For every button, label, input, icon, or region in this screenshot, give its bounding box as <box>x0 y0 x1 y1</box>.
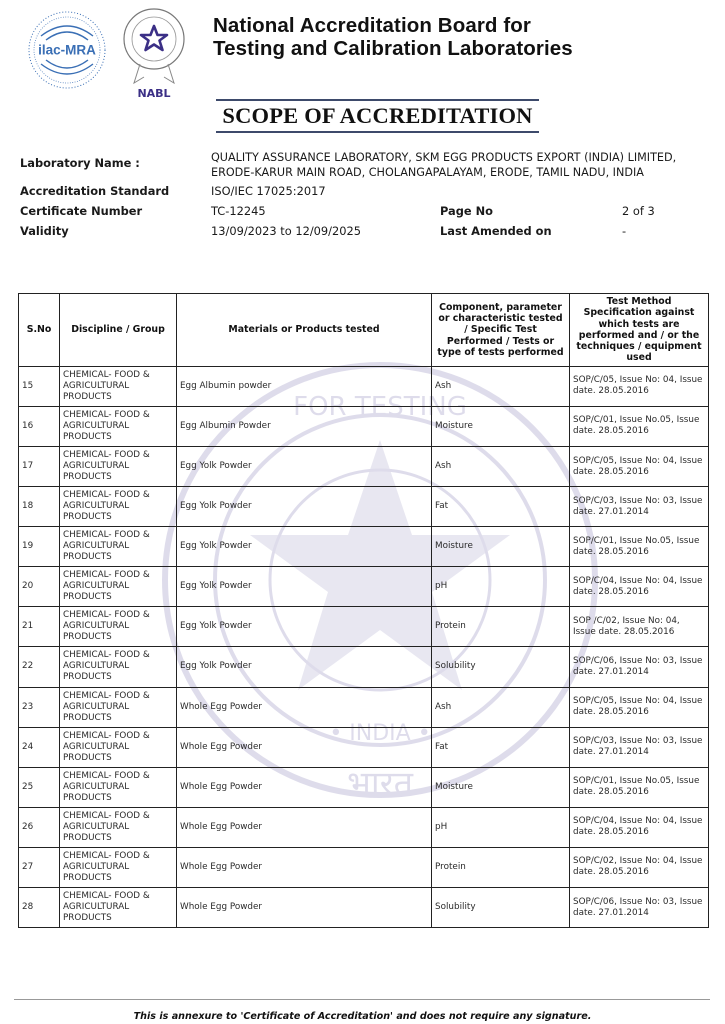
header-test-method: Test Method Specification against which tests are performed and / or the techniques / equipment used <box>570 294 709 367</box>
certificate-number-value: TC-12245 <box>211 204 266 218</box>
table-row <box>19 607 709 647</box>
cell-material: Whole Egg Powder <box>177 807 432 847</box>
laboratory-name-label: Laboratory Name : <box>20 156 140 170</box>
scope-table <box>18 293 709 928</box>
cell-discipline: CHEMICAL- FOOD & AGRICULTURAL PRODUCTS <box>60 647 177 687</box>
cell-sno: 26 <box>19 807 60 847</box>
cell-discipline: CHEMICAL- FOOD & AGRICULTURAL PRODUCTS <box>60 487 177 527</box>
cell-sno: 15 <box>19 366 60 406</box>
scope-heading <box>216 99 539 133</box>
cell-method: SOP/C/06, Issue No: 03, Issue date. 27.01.2014 <box>570 647 709 687</box>
cell-test: Fat <box>432 727 570 767</box>
cell-material: Egg Yolk Powder <box>177 446 432 486</box>
cell-discipline: CHEMICAL- FOOD & AGRICULTURAL PRODUCTS <box>60 888 177 928</box>
laboratory-name-line-1: QUALITY ASSURANCE LABORATORY, SKM EGG PRODUCTS EXPORT (INDIA) LIMITED, <box>211 151 677 164</box>
ilac-mra-emblem-icon <box>27 10 107 90</box>
cell-method: SOP/C/02, Issue No: 04, Issue date. 28.05.2016 <box>570 847 709 887</box>
cell-method: SOP/C/01, Issue No.05, Issue date. 28.05.2016 <box>570 767 709 807</box>
org-title-line-1: National Accreditation Board for <box>213 14 531 37</box>
cell-test: Protein <box>432 607 570 647</box>
cell-method: SOP/C/05, Issue No: 04, Issue date. 28.05.2016 <box>570 366 709 406</box>
cell-test: Moisture <box>432 767 570 807</box>
cell-method: SOP /C/02, Issue No: 04, Issue date. 28.05.2016 <box>570 607 709 647</box>
table-row <box>19 406 709 446</box>
cell-test: Solubility <box>432 647 570 687</box>
footer-divider <box>14 999 710 1000</box>
validity-value: 13/09/2023 to 12/09/2025 <box>211 224 361 238</box>
header-sno: S.No <box>19 294 60 367</box>
cell-discipline: CHEMICAL- FOOD & AGRICULTURAL PRODUCTS <box>60 767 177 807</box>
svg-text:ilac-MRA: ilac-MRA <box>38 42 96 58</box>
organization-title <box>213 14 573 60</box>
cell-test: Protein <box>432 847 570 887</box>
cell-discipline: CHEMICAL- FOOD & AGRICULTURAL PRODUCTS <box>60 687 177 727</box>
cell-test: Moisture <box>432 406 570 446</box>
cell-sno: 18 <box>19 487 60 527</box>
cell-sno: 16 <box>19 406 60 446</box>
table-row <box>19 727 709 767</box>
accreditation-standard-value: ISO/IEC 17025:2017 <box>211 184 326 198</box>
cell-method: SOP/C/03, Issue No: 03, Issue date. 27.01.2014 <box>570 487 709 527</box>
page-no-label: Page No <box>440 204 493 218</box>
cell-material: Whole Egg Powder <box>177 727 432 767</box>
cell-sno: 25 <box>19 767 60 807</box>
cell-method: SOP/C/01, Issue No.05, Issue date. 28.05.2016 <box>570 406 709 446</box>
cell-discipline: CHEMICAL- FOOD & AGRICULTURAL PRODUCTS <box>60 366 177 406</box>
cell-sno: 28 <box>19 888 60 928</box>
cell-test: Ash <box>432 366 570 406</box>
cell-material: Egg Yolk Powder <box>177 487 432 527</box>
cell-method: SOP/C/03, Issue No: 03, Issue date. 27.01.2014 <box>570 727 709 767</box>
nabl-logo <box>122 7 186 99</box>
cell-method: SOP/C/05, Issue No: 04, Issue date. 28.05.2016 <box>570 687 709 727</box>
cell-sno: 19 <box>19 527 60 567</box>
svg-text:• INDIA •: • INDIA • <box>329 721 431 746</box>
cell-test: pH <box>432 567 570 607</box>
table-row <box>19 567 709 607</box>
cell-material: Egg Albumin Powder <box>177 406 432 446</box>
cell-material: Egg Albumin powder <box>177 366 432 406</box>
cell-material: Whole Egg Powder <box>177 767 432 807</box>
footer-note: This is annexure to 'Certificate of Accreditation' and does not require any signature. <box>133 1011 592 1022</box>
cell-sno: 20 <box>19 567 60 607</box>
table-row <box>19 527 709 567</box>
accreditation-standard-label: Accreditation Standard <box>20 184 170 198</box>
header-discipline: Discipline / Group <box>60 294 177 367</box>
cell-material: Egg Yolk Powder <box>177 527 432 567</box>
table-row <box>19 847 709 887</box>
cell-sno: 22 <box>19 647 60 687</box>
cell-sno: 24 <box>19 727 60 767</box>
table-row <box>19 807 709 847</box>
page-no-value: 2 of 3 <box>622 204 655 218</box>
table-row <box>19 767 709 807</box>
cell-discipline: CHEMICAL- FOOD & AGRICULTURAL PRODUCTS <box>60 807 177 847</box>
cell-method: SOP/C/05, Issue No: 04, Issue date. 28.05.2016 <box>570 446 709 486</box>
cell-discipline: CHEMICAL- FOOD & AGRICULTURAL PRODUCTS <box>60 607 177 647</box>
nabl-emblem-icon <box>122 7 186 99</box>
laboratory-name-line-2: ERODE-KARUR MAIN ROAD, CHOLANGAPALAYAM, ERODE, TAMIL NADU, INDIA <box>211 166 644 179</box>
cell-test: pH <box>432 807 570 847</box>
ilac-mra-logo <box>27 10 107 90</box>
cell-test: Fat <box>432 487 570 527</box>
table-row <box>19 888 709 928</box>
cell-sno: 21 <box>19 607 60 647</box>
cell-method: SOP/C/01, Issue No.05, Issue date. 28.05.2016 <box>570 527 709 567</box>
svg-text:FOR TESTING: FOR TESTING <box>293 392 467 422</box>
table-row <box>19 487 709 527</box>
cell-method: SOP/C/06, Issue No: 03, Issue date. 27.01.2014 <box>570 888 709 928</box>
cell-test: Ash <box>432 446 570 486</box>
cell-method: SOP/C/04, Issue No: 04, Issue date. 28.05.2016 <box>570 567 709 607</box>
cell-sno: 27 <box>19 847 60 887</box>
cell-material: Egg Yolk Powder <box>177 607 432 647</box>
last-amended-value: - <box>622 224 627 238</box>
cell-test: Moisture <box>432 527 570 567</box>
last-amended-label: Last Amended on <box>440 224 552 238</box>
header-component: Component, parameter or characteristic tested / Specific Test Performed / Tests or type of tests performed <box>432 294 570 367</box>
cell-discipline: CHEMICAL- FOOD & AGRICULTURAL PRODUCTS <box>60 527 177 567</box>
cell-discipline: CHEMICAL- FOOD & AGRICULTURAL PRODUCTS <box>60 406 177 446</box>
cell-method: SOP/C/04, Issue No: 04, Issue date. 28.05.2016 <box>570 807 709 847</box>
validity-label: Validity <box>20 224 69 238</box>
laboratory-name-value <box>211 150 676 180</box>
cell-test: Solubility <box>432 888 570 928</box>
svg-text:भारत: भारत <box>347 764 413 804</box>
header-materials: Materials or Products tested <box>177 294 432 367</box>
cell-discipline: CHEMICAL- FOOD & AGRICULTURAL PRODUCTS <box>60 567 177 607</box>
svg-text:NABL: NABL <box>137 87 171 99</box>
cell-discipline: CHEMICAL- FOOD & AGRICULTURAL PRODUCTS <box>60 727 177 767</box>
table-header-row <box>19 294 709 367</box>
scope-title: SCOPE OF ACCREDITATION <box>222 103 533 128</box>
cell-sno: 17 <box>19 446 60 486</box>
cell-material: Whole Egg Powder <box>177 687 432 727</box>
cell-material: Whole Egg Powder <box>177 847 432 887</box>
cell-sno: 23 <box>19 687 60 727</box>
table-row <box>19 647 709 687</box>
cell-material: Egg Yolk Powder <box>177 567 432 607</box>
cell-material: Whole Egg Powder <box>177 888 432 928</box>
cell-material: Egg Yolk Powder <box>177 647 432 687</box>
org-title-line-2: Testing and Calibration Laboratories <box>213 37 573 60</box>
cell-discipline: CHEMICAL- FOOD & AGRICULTURAL PRODUCTS <box>60 847 177 887</box>
cell-test: Ash <box>432 687 570 727</box>
table-row <box>19 366 709 406</box>
table-row <box>19 446 709 486</box>
certificate-number-label: Certificate Number <box>20 204 143 218</box>
table-row <box>19 687 709 727</box>
cell-discipline: CHEMICAL- FOOD & AGRICULTURAL PRODUCTS <box>60 446 177 486</box>
